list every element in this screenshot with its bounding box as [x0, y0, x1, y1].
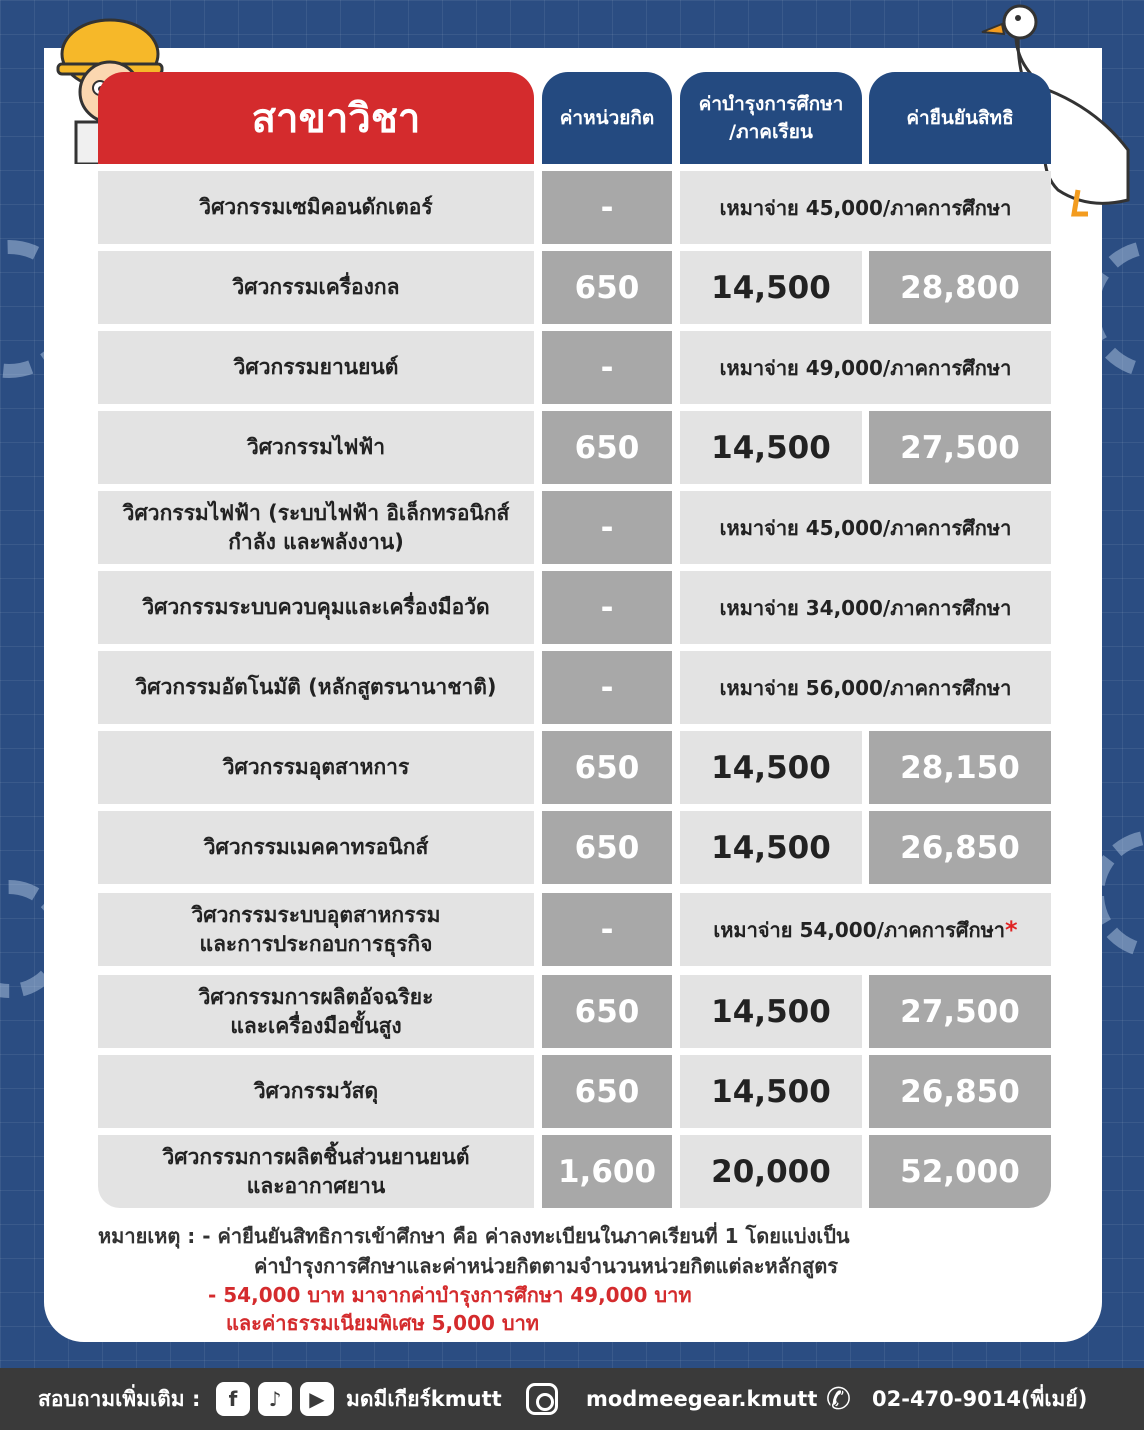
unit-fee-cell: -: [542, 571, 672, 644]
table-row: [98, 1135, 1051, 1208]
instagram-icon[interactable]: [526, 1383, 558, 1415]
table-row: [98, 731, 1051, 804]
unit-fee-cell: 650: [542, 731, 672, 804]
flat-fee-cell: เหมาจ่าย 45,000/ภาคการศึกษา: [680, 491, 1051, 564]
unit-fee-cell: 650: [542, 411, 672, 484]
table-row: [98, 571, 1051, 644]
unit-fee-cell: 650: [542, 1055, 672, 1128]
social-icons: [216, 1382, 334, 1416]
subject-cell: วิศวกรรมไฟฟ้า (ระบบไฟฟ้า อิเล็กทรอนิกส์ กำลัง และพลังงาน): [98, 491, 534, 564]
flat-fee-cell: เหมาจ่าย 54,000/ภาคการศึกษา *: [680, 893, 1051, 966]
confirmation-cell: 27,500: [869, 411, 1051, 484]
youtube-icon[interactable]: ▶: [300, 1382, 334, 1416]
flat-fee-cell: เหมาจ่าย 45,000/ภาคการศึกษา: [680, 171, 1051, 244]
confirmation-cell: 27,500: [869, 975, 1051, 1048]
unit-fee-cell: -: [542, 491, 672, 564]
facebook-icon[interactable]: f: [216, 1382, 250, 1416]
subject-cell: วิศวกรรมการผลิตชิ้นส่วนยานยนต์ และอากาศยาน: [98, 1135, 534, 1208]
flat-fee-cell: เหมาจ่าย 49,000/ภาคการศึกษา: [680, 331, 1051, 404]
confirmation-cell: 26,850: [869, 1055, 1051, 1128]
subject-cell: วิศวกรรมอัตโนมัติ (หลักสูตรนานาชาติ): [98, 651, 534, 724]
unit-fee-cell: -: [542, 651, 672, 724]
subject-cell: วิศวกรรมเซมิคอนดักเตอร์: [98, 171, 534, 244]
unit-fee-cell: -: [542, 893, 672, 966]
table-row: [98, 411, 1051, 484]
table-row: [98, 1055, 1051, 1128]
header-confirmation-fee: ค่ายืนยันสิทธิ: [869, 72, 1051, 164]
unit-fee-cell: 650: [542, 975, 672, 1048]
table-row: [98, 811, 1051, 884]
tuition-cell: 14,500: [680, 1055, 862, 1128]
tuition-cell: 20,000: [680, 1135, 862, 1208]
confirmation-cell: 28,150: [869, 731, 1051, 804]
table-row: [98, 331, 1051, 404]
tuition-cell: 14,500: [680, 811, 862, 884]
header-subject: สาขาวิชา: [98, 72, 534, 164]
table-row: [98, 893, 1051, 966]
tiktok-icon[interactable]: ♪: [258, 1382, 292, 1416]
subject-cell: วิศวกรรมระบบอุตสาหกรรม และการประกอบการธุรกิจ: [98, 893, 534, 966]
table-row: [98, 651, 1051, 724]
instagram-handle-link[interactable]: modmeegear.kmutt: [586, 1387, 818, 1411]
confirmation-cell: 26,850: [869, 811, 1051, 884]
subject-cell: วิศวกรรมการผลิตอัจฉริยะ และเครื่องมือขั้นสูง: [98, 975, 534, 1048]
flat-fee-cell: เหมาจ่าย 34,000/ภาคการศึกษา: [680, 571, 1051, 644]
unit-fee-cell: -: [542, 171, 672, 244]
table-row: [98, 171, 1051, 244]
tuition-cell: 14,500: [680, 975, 862, 1048]
flat-fee-cell: เหมาจ่าย 56,000/ภาคการศึกษา: [680, 651, 1051, 724]
header-tuition: ค่าบำรุงการศึกษา /ภาคเรียน: [680, 72, 862, 164]
subject-cell: วิศวกรรมอุตสาหการ: [98, 731, 534, 804]
page-name-link[interactable]: มดมีเกียร์kmutt: [346, 1386, 502, 1411]
contact-footer: [0, 1368, 1144, 1430]
phone-icon: ✆: [826, 1381, 852, 1417]
subject-cell: วิศวกรรมวัสดุ: [98, 1055, 534, 1128]
note-line: หมายเหตุ : - ค่ายืนยันสิทธิการเข้าศึกษา คือ ค่าลงทะเบียนในภาคเรียนที่ 1 โดยแบ่งเป็น: [98, 1224, 850, 1248]
subject-cell: วิศวกรรมระบบควบคุมและเครื่องมือวัด: [98, 571, 534, 644]
confirmation-cell: 52,000: [869, 1135, 1051, 1208]
unit-fee-cell: -: [542, 331, 672, 404]
phone-number[interactable]: 02-470-9014(พี่เมย์): [872, 1386, 1088, 1411]
contact-label: สอบถามเพิ่มเติม :: [38, 1386, 201, 1411]
table-row: [98, 491, 1051, 564]
table-row: [98, 251, 1051, 324]
subject-cell: วิศวกรรมเครื่องกล: [98, 251, 534, 324]
unit-fee-cell: 650: [542, 811, 672, 884]
subject-cell: วิศวกรรมยานยนต์: [98, 331, 534, 404]
table-row: [98, 975, 1051, 1048]
tuition-cell: 14,500: [680, 251, 862, 324]
note-line: - 54,000 บาท มาจากค่าบำรุงการศึกษา 49,000 บาท: [208, 1283, 692, 1307]
header-unit-fee: ค่าหน่วยกิต: [542, 72, 672, 164]
note-line: ค่าบำรุงการศึกษาและค่าหน่วยกิตตามจำนวนหน่วยกิตแต่ละหลักสูตร: [254, 1254, 838, 1278]
note-line: และค่าธรรมเนียมพิเศษ 5,000 บาท: [226, 1311, 539, 1335]
tuition-cell: 14,500: [680, 731, 862, 804]
confirmation-cell: 28,800: [869, 251, 1051, 324]
subject-cell: วิศวกรรมไฟฟ้า: [98, 411, 534, 484]
tuition-cell: 14,500: [680, 411, 862, 484]
unit-fee-cell: 650: [542, 251, 672, 324]
subject-cell: วิศวกรรมเมคคาทรอนิกส์: [98, 811, 534, 884]
unit-fee-cell: 1,600: [542, 1135, 672, 1208]
